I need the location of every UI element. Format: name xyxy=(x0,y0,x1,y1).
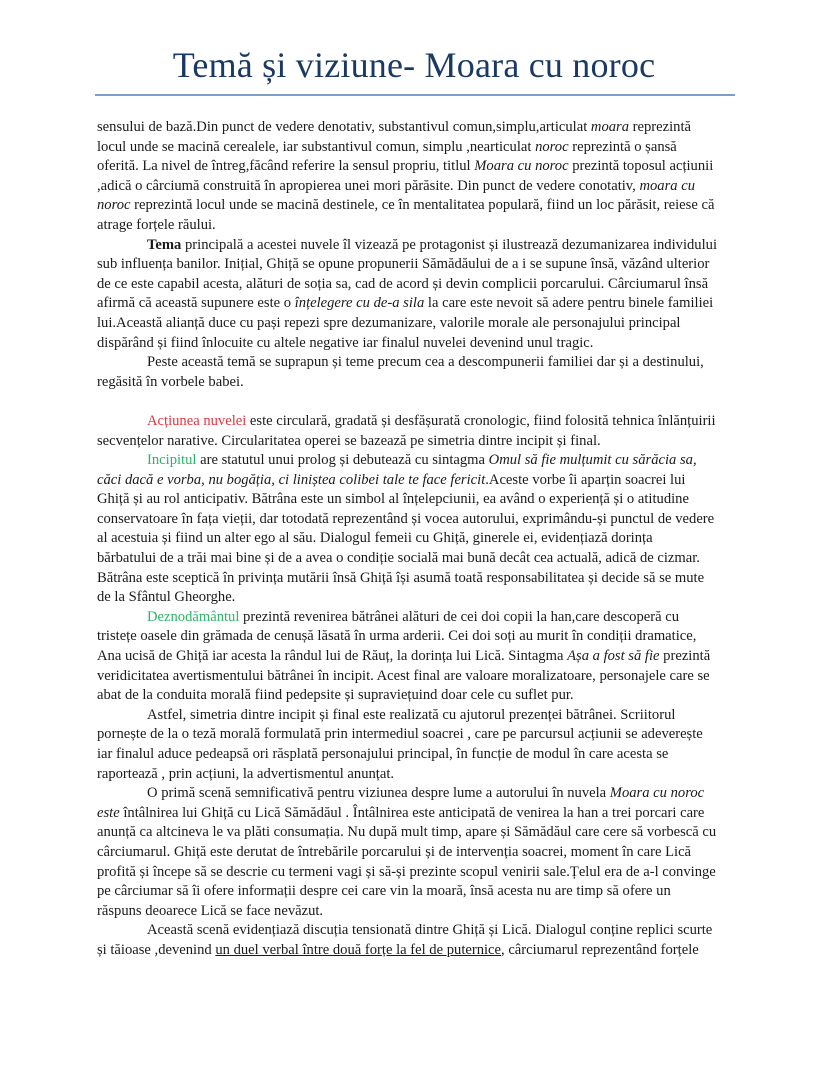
text-run: are statutul unui prolog și debutează cu sintagma xyxy=(196,452,489,469)
italic-text: Moara cu noroc xyxy=(474,158,569,175)
text-run: la care este nevoit să adere pentru binele familiei xyxy=(424,295,714,312)
text-run: sub influența banilor. Inițial, Ghiță se opune propunerii Sămădăului de a i se supune însă, văzând ulterior xyxy=(97,256,710,273)
text-line xyxy=(97,784,737,804)
text-line xyxy=(97,275,737,295)
paragraph xyxy=(97,236,737,354)
text-run: tristețe oasele din grămada de cenușă lăsată în urma arderii. Cei doi soți au murit în condiții dramatice, xyxy=(97,628,697,645)
bold-text: Tema xyxy=(147,236,182,253)
text-line xyxy=(97,608,737,628)
text-line xyxy=(97,373,737,393)
text-line xyxy=(97,804,737,824)
text-line xyxy=(97,667,737,687)
text-run: și tăioase ,devenind xyxy=(97,941,216,958)
text-line xyxy=(97,216,737,236)
text-line xyxy=(97,451,737,471)
text-run: oferită. La nivel de întreg,făcând referire la sensul propriu, titlul xyxy=(97,158,475,175)
text-line xyxy=(97,412,737,432)
text-line xyxy=(97,706,737,726)
italic-text: noroc xyxy=(535,138,569,155)
text-line xyxy=(97,902,737,922)
text-line xyxy=(97,510,737,530)
text-run: reprezintă xyxy=(629,119,691,135)
text-run: conservatoare în fața vieții, dar totodată reprezentând și vocea autorului, exprimându-și punctul de vedere xyxy=(97,510,715,527)
text-line xyxy=(97,549,737,569)
paragraph xyxy=(97,706,737,784)
text-run: prezintă toposul acțiunii xyxy=(568,158,714,175)
text-run: veridicitatea avertismentului bătrânei în incipit. Acest final are valoare moralizatoare, personajele care se xyxy=(97,667,710,684)
document-title: Temă și viziune- Moara cu noroc xyxy=(172,45,656,85)
text-line xyxy=(97,392,737,412)
underlined-text: un duel verbal între două forțe la fel de puternice xyxy=(215,941,502,958)
text-run: cârciumarul. Ghiță este derutat de întrebările porcarului și de intervenția soacrei, moment în care Lică xyxy=(97,843,692,860)
text-line xyxy=(97,353,737,373)
text-run: profită și începe să se descrie cu termeni vagi și să-și prezinte scopul venirii sale.Țelul era de a-l convinge xyxy=(97,863,716,880)
text-line xyxy=(97,647,737,667)
blank-line xyxy=(97,392,737,412)
text-run: principală a acestei nuvele îl vizează pe protagonist și ilustrează dezumanizarea individului xyxy=(181,236,718,253)
text-run: ,adică o cârciumă construită în apropierea unei mori părăsite. Din punct de vedere conotativ, xyxy=(97,177,640,194)
text-line xyxy=(97,118,737,138)
text-run: reprezintă o șansă xyxy=(568,138,677,155)
text-line xyxy=(97,725,737,745)
text-run: pe cârciumar să îi ofere informații despre cei care vin la moară, însă acesta nu are timp să ofere un xyxy=(97,883,671,900)
text-run: reprezintă locul unde se macină destinele, ce în mentalitatea populară, fiind un loc părăsit, reiese că xyxy=(130,197,715,214)
paragraph xyxy=(97,118,737,236)
italic-text: înțelegere cu de-a sila xyxy=(294,295,425,312)
text-run: locul unde se macină cerealele, iar substantivul comun, simplu ,nearticulat xyxy=(97,138,536,155)
italic-text: este xyxy=(97,804,120,821)
paragraph xyxy=(97,784,737,921)
text-line xyxy=(97,334,737,354)
text-line xyxy=(97,490,737,510)
text-line xyxy=(97,157,737,177)
italic-text: moara xyxy=(590,119,630,135)
text-run: , cârciumarul reprezentând forțele xyxy=(501,941,699,958)
text-run: regăsită în vorbele babei. xyxy=(97,373,244,390)
text-line xyxy=(97,588,737,608)
title-divider xyxy=(95,94,735,96)
text-run: întâlnirea lui Ghiță cu Lică Sămădăul . Întâlnirea este anticipată de venirea la han a trei porcari care xyxy=(119,804,705,821)
text-run: atrage forțele răului. xyxy=(97,216,216,233)
italic-text: Moara cu noroc xyxy=(609,785,705,802)
text-run: este circulară, gradată și desfășurată cronologic, fiind folosită tehnica înlănțuirii xyxy=(246,412,716,429)
paragraph xyxy=(97,608,737,706)
text-run: .Aceste vorbe îi aparțin soacrei lui xyxy=(485,471,686,488)
text-run: afirmă că această supunere este o xyxy=(97,295,295,312)
text-run: Bătrâna este sceptică în privința mutării însă Ghiță își asumă toată responsabilitatea și decide să se mute xyxy=(97,569,705,586)
text-run: răspuns deoarece Lică se face nevăzut. xyxy=(97,902,324,919)
paragraph xyxy=(97,921,737,960)
text-run: iar finalul aduce pedeapsă ori răsplată personajului principal, în funcție de modul în care acesta se xyxy=(97,746,669,762)
text-run: abat de la conduita morală fiind pedepsite și supraviețuind doar cele cu suflet pur. xyxy=(97,687,574,704)
paragraph xyxy=(97,451,737,608)
italic-text: noroc xyxy=(97,197,131,214)
paragraph xyxy=(97,412,737,451)
text-run: dispărând și fiind înlocuite cu altele negative iar finalul nuvelei devenind unul tragic. xyxy=(97,334,594,351)
italic-text: căci dacă e vorba, nu bogăția, ci liniștea colibei tale te face fericit xyxy=(97,471,486,488)
text-run: prezintă xyxy=(659,648,711,665)
text-line xyxy=(97,921,737,941)
text-run: bărbatului de a trăi mai bine și de a avea o condiție socială mai bună decât cea actuală, adică de cizmar. xyxy=(97,550,700,567)
text-line xyxy=(97,255,737,275)
text-run: Această scenă evidențiază discuția tensionată dintre Ghiță și Lică. Dialogul conține replici scurte xyxy=(147,922,713,939)
text-line xyxy=(97,745,737,765)
text-line xyxy=(97,569,737,589)
text-line xyxy=(97,236,737,256)
text-run: Ana ucisă de Ghiță iar acesta la rândul lui de Răuț, la dorința lui Lică. Sintagma xyxy=(97,648,568,665)
text-run: Peste această temă se suprapun și teme precum cea a descompunerii familiei dar și a destinului, xyxy=(147,354,704,371)
text-run: de ce este capabil acesta, alături de soția sa, cad de acord și devin complicii porcarului. Cârciumarul însă xyxy=(97,275,709,292)
text-line xyxy=(97,765,737,785)
highlight-green-text: Deznodământul xyxy=(147,608,240,625)
text-run: sensului de bază.Din punct de vedere denotativ, substantivul comun,simplu,articulat xyxy=(97,119,591,135)
italic-text: moara cu xyxy=(639,177,695,194)
text-run: raportează , prin acțiuni, la advertismentul anunțat. xyxy=(97,765,395,782)
text-line xyxy=(97,529,737,549)
text-run: pornește de la o teză morală formulată prin intermediul soacrei , care pe parcursul acțiunii se adeverește xyxy=(97,726,703,743)
document-body xyxy=(97,118,737,961)
text-run: O primă scenă semnificativă pentru viziunea despre lume a autorului în nuvela xyxy=(147,785,610,802)
text-line xyxy=(97,843,737,863)
text-line xyxy=(97,196,737,216)
text-run: Astfel, simetria dintre incipit și final este realizată cu ajutorul prezenței bătrânei. Scriitorul xyxy=(147,706,676,723)
highlight-red-text: Acțiunea nuvelei xyxy=(147,412,247,429)
italic-text: Omul să fie mulțumit cu sărăcia sa, xyxy=(488,452,697,469)
text-line xyxy=(97,863,737,883)
text-run: lui.Această alianță duce cu pași repezi spre dezumanizare, valorile morale ale personajului principal xyxy=(97,314,681,331)
text-line xyxy=(97,294,737,314)
text-line xyxy=(97,941,737,961)
text-run: de la Sfântul Gheorghe. xyxy=(97,589,236,606)
text-run: anunță ca altcineva le va plăti consumația. Nu după mult timp, apare și Sămădăul care cere să vorbescă cu xyxy=(97,824,717,841)
text-line xyxy=(97,627,737,647)
highlight-green-text: Incipitul xyxy=(147,452,197,469)
text-line xyxy=(97,686,737,706)
text-run: al acestuia și fiind un alter ego al său. Dialogul femeii cu Ghiță, ginerele ei, evidențiază dorința xyxy=(97,530,653,547)
text-line xyxy=(97,138,737,158)
text-run: Ghiță și au rol anticipativ. Bătrâna este un simbol al înțelepciunii, ea având o experiență și o atitudine xyxy=(97,491,689,508)
text-line xyxy=(97,177,737,197)
text-run: prezintă revenirea bătrânei alături de cei doi copii la han,care descoperă cu xyxy=(239,608,680,625)
text-line xyxy=(97,314,737,334)
italic-text: Așa a fost să fie xyxy=(567,648,660,665)
text-line xyxy=(97,471,737,491)
paragraph xyxy=(97,353,737,392)
text-line xyxy=(97,432,737,452)
text-line xyxy=(97,823,737,843)
text-run: secvențelor narative. Circularitatea operei se bazează pe simetria dintre incipit și final. xyxy=(97,432,601,449)
text-line xyxy=(97,882,737,902)
